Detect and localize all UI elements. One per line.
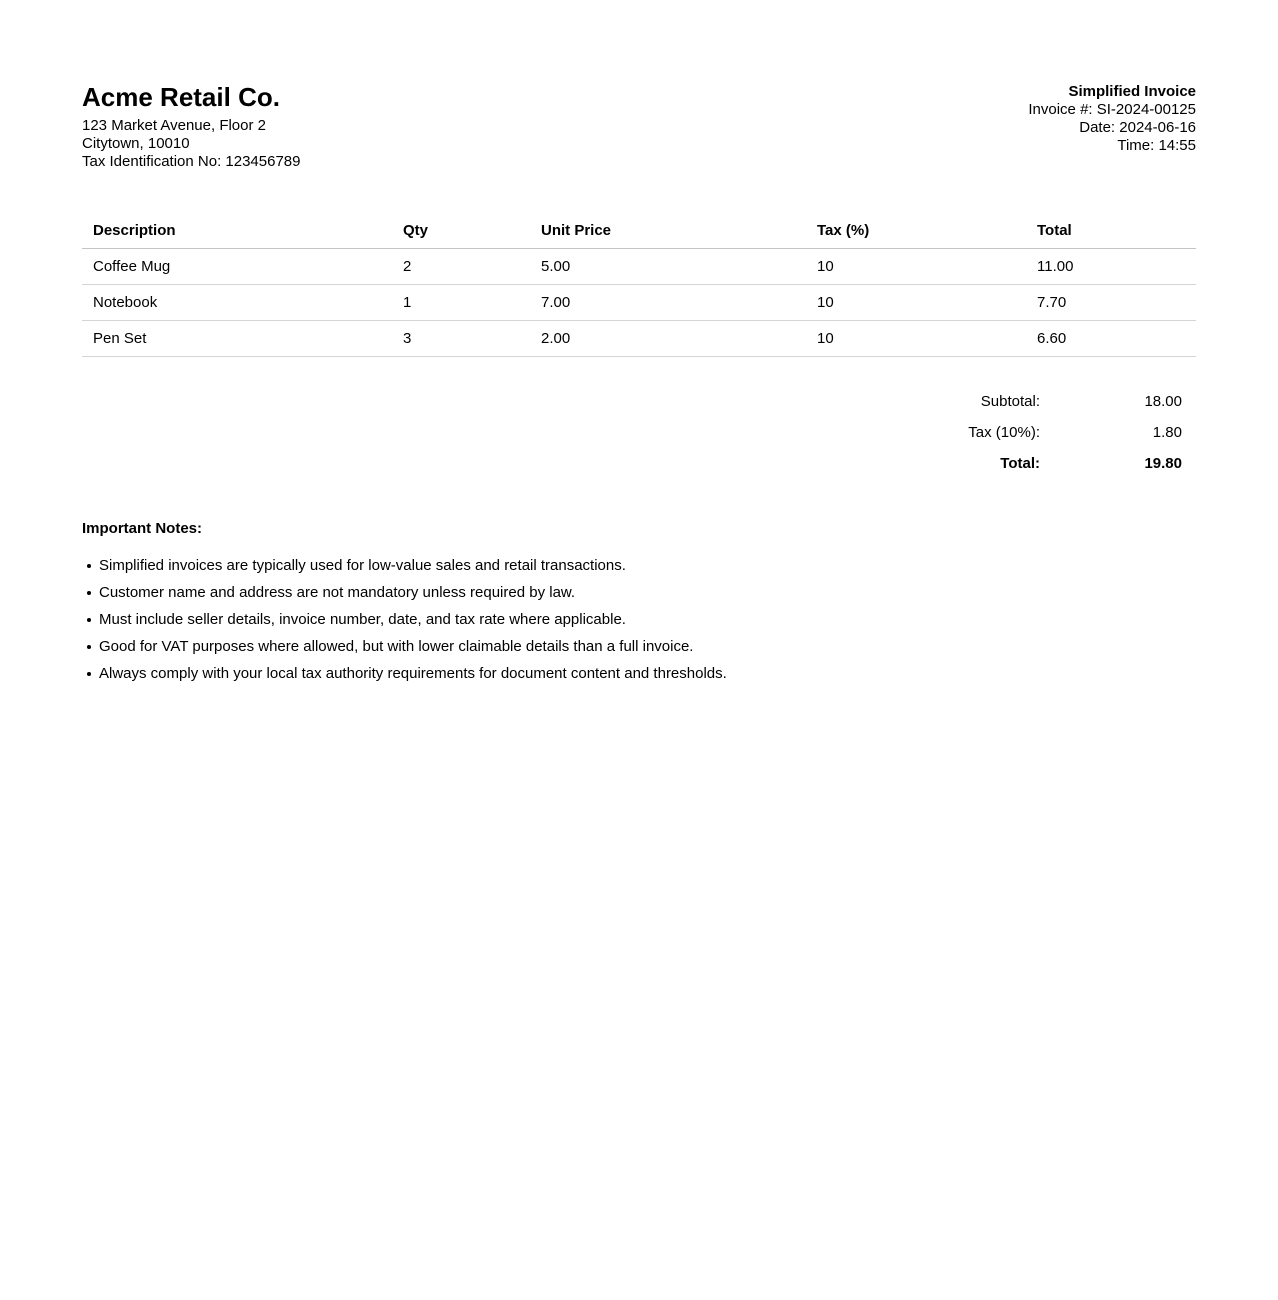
header-tax: Tax (%) <box>806 215 1026 249</box>
cell-total: 11.00 <box>1026 249 1196 285</box>
invoice-time: Time: 14:55 <box>1117 137 1196 154</box>
tax-label: Tax (10%): <box>968 424 1040 441</box>
seller-block <box>82 83 301 171</box>
line-items-table <box>82 215 1196 357</box>
header-qty: Qty <box>392 215 530 249</box>
seller-tax-id: Tax Identification No: 123456789 <box>82 153 301 170</box>
table-row <box>82 321 1196 357</box>
note-item: Good for VAT purposes where allowed, but with lower claimable details than a full invoice. <box>82 638 1196 656</box>
notes-list <box>82 557 1196 683</box>
seller-address-line2: Citytown, 10010 <box>82 135 190 152</box>
subtotal-label: Subtotal: <box>980 393 1040 410</box>
invoice-header <box>82 83 1196 171</box>
cell-unit-price: 7.00 <box>530 285 806 321</box>
table-row <box>82 249 1196 285</box>
tax-value: 1.80 <box>1152 424 1182 441</box>
invoice-meta-block <box>1028 83 1196 155</box>
cell-qty: 1 <box>392 285 530 321</box>
notes-heading: Important Notes: <box>82 520 202 537</box>
subtotal-value: 18.00 <box>1144 393 1182 410</box>
totals-section <box>82 393 1196 472</box>
header-total: Total <box>1026 215 1196 249</box>
cell-tax: 10 <box>806 321 1026 357</box>
grand-total-label: Total: <box>1000 455 1040 472</box>
cell-tax: 10 <box>806 249 1026 285</box>
table-header-row <box>82 215 1196 249</box>
cell-unit-price: 5.00 <box>530 249 806 285</box>
seller-address-line1: 123 Market Avenue, Floor 2 <box>82 117 266 134</box>
invoice-number: Invoice #: SI-2024-00125 <box>1028 101 1196 118</box>
cell-tax: 10 <box>806 285 1026 321</box>
subtotal-row <box>820 393 1196 410</box>
cell-qty: 3 <box>392 321 530 357</box>
seller-name: Acme Retail Co. <box>82 82 280 112</box>
header-unit-price: Unit Price <box>530 215 806 249</box>
cell-description: Notebook <box>82 285 392 321</box>
cell-unit-price: 2.00 <box>530 321 806 357</box>
cell-total: 7.70 <box>1026 285 1196 321</box>
cell-qty: 2 <box>392 249 530 285</box>
tax-row <box>820 424 1196 441</box>
table-row <box>82 285 1196 321</box>
note-item: Customer name and address are not mandatory unless required by law. <box>82 584 1196 602</box>
invoice-date: Date: 2024-06-16 <box>1079 119 1196 136</box>
cell-description: Pen Set <box>82 321 392 357</box>
document-title: Simplified Invoice <box>1068 83 1196 100</box>
cell-total: 6.60 <box>1026 321 1196 357</box>
note-item: Always comply with your local tax authority requirements for document content and thresholds. <box>82 665 1196 683</box>
note-item: Must include seller details, invoice number, date, and tax rate where applicable. <box>82 611 1196 629</box>
note-item: Simplified invoices are typically used for low-value sales and retail transactions. <box>82 557 1196 575</box>
header-description: Description <box>82 215 392 249</box>
cell-description: Coffee Mug <box>82 249 392 285</box>
grand-total-value: 19.80 <box>1144 455 1182 472</box>
grand-total-row <box>820 455 1196 472</box>
notes-section <box>82 520 1196 683</box>
